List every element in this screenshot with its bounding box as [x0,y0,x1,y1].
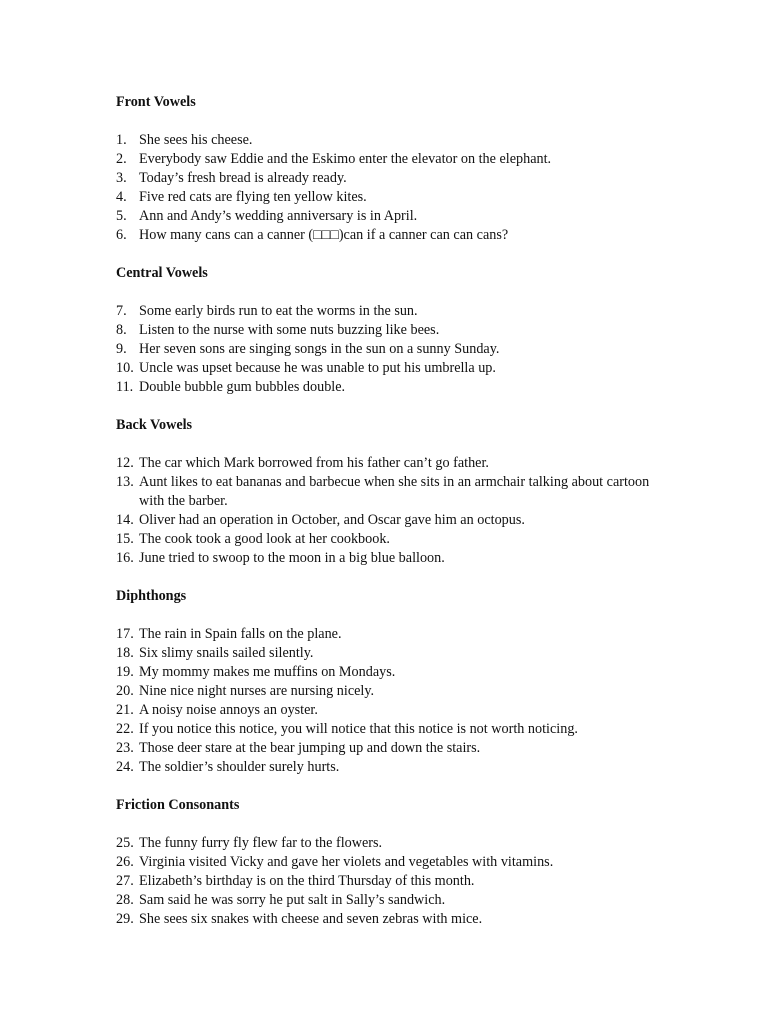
section-front-vowels [116,93,676,245]
list-item [116,207,676,226]
item-text: Ann and Andy’s wedding anniversary is in April. [139,208,418,224]
list-item [116,853,676,872]
item-text: The cook took a good look at her cookbook. [139,531,390,547]
list-item [116,549,676,568]
list-item [116,834,676,853]
list-item [116,150,676,169]
item-number: 3. [116,170,127,186]
item-number: 4. [116,189,127,205]
list-item [116,663,676,682]
item-text: She sees six snakes with cheese and seven zebras with mice. [139,911,483,927]
item-text: Oliver had an operation in October, and Oscar gave him an octopus. [139,512,525,528]
section-title: Central Vowels [116,265,208,281]
item-number: 1. [116,132,127,148]
item-text: Those deer stare at the bear jumping up and down the stairs. [139,740,481,756]
list-item [116,188,676,207]
item-number: 28. [116,892,134,908]
item-text: My mommy makes me muffins on Mondays. [139,664,396,680]
item-number: 20. [116,683,134,699]
item-number: 15. [116,531,134,547]
list-item [116,625,676,644]
item-number: 11. [116,379,134,395]
list-item [116,359,676,378]
item-number: 19. [116,664,134,680]
list-item [116,739,676,758]
section-back-vowels [116,416,676,568]
list-item [116,226,676,245]
section-title: Diphthongs [116,588,187,604]
section-title: Friction Consonants [116,797,240,813]
item-text: The rain in Spain falls on the plane. [139,626,342,642]
item-number: 25. [116,835,134,851]
list-item [116,701,676,720]
item-number: 24. [116,759,134,775]
item-text: Everybody saw Eddie and the Eskimo enter the elevator on the elephant. [139,151,552,167]
list-item [116,340,676,359]
document-body [116,93,676,948]
item-number: 9. [116,341,127,357]
item-number: 23. [116,740,134,756]
item-text: Today’s fresh bread is already ready. [139,170,347,186]
list-item [116,302,676,321]
list-item [116,644,676,663]
item-text: Aunt likes to eat bananas and barbecue when she sits in an armchair talking about cartoon with the barber. [139,474,650,509]
item-text: Uncle was upset because he was unable to put his umbrella up. [139,360,496,376]
sentence-list [116,131,676,245]
sentence-list [116,834,676,929]
list-item [116,872,676,891]
sentence-list [116,302,676,397]
item-text: Listen to the nurse with some nuts buzzing like bees. [139,322,440,338]
item-text: The funny furry fly flew far to the flowers. [139,835,383,851]
item-number: 10. [116,360,134,376]
item-number: 17. [116,626,134,642]
list-item [116,378,676,397]
item-text: Nine nice night nurses are nursing nicely. [139,683,375,699]
item-text: Some early birds run to eat the worms in the sun. [139,303,418,319]
item-text: Five red cats are flying ten yellow kites. [139,189,367,205]
list-item [116,454,676,473]
section-friction-consonants [116,796,676,929]
list-item [116,473,676,511]
list-item [116,131,676,150]
item-number: 29. [116,911,134,927]
item-text: A noisy noise annoys an oyster. [139,702,318,718]
list-item [116,530,676,549]
item-text: Sam said he was sorry he put salt in Sally’s sandwich. [139,892,446,908]
item-text: Virginia visited Vicky and gave her violets and vegetables with vitamins. [139,854,554,870]
item-number: 13. [116,474,134,490]
item-number: 5. [116,208,127,224]
list-item [116,169,676,188]
item-number: 6. [116,227,127,243]
item-text: How many cans can a canner (□□□)can if a canner can can cans? [139,227,509,243]
item-number: 27. [116,873,134,889]
item-text: If you notice this notice, you will notice that this notice is not worth noticing. [139,721,578,737]
item-text: The soldier’s shoulder surely hurts. [139,759,340,775]
list-item [116,891,676,910]
item-number: 16. [116,550,134,566]
section-title: Back Vowels [116,417,193,433]
list-item [116,758,676,777]
list-item [116,910,676,929]
item-text: June tried to swoop to the moon in a big blue balloon. [139,550,445,566]
item-number: 12. [116,455,134,471]
list-item [116,321,676,340]
list-item [116,511,676,530]
item-text: Six slimy snails sailed silently. [139,645,314,661]
item-number: 7. [116,303,127,319]
list-item [116,720,676,739]
section-central-vowels [116,264,676,397]
sentence-list [116,454,676,568]
item-number: 26. [116,854,134,870]
item-text: Double bubble gum bubbles double. [139,379,346,395]
item-number: 14. [116,512,134,528]
list-item [116,682,676,701]
item-text: She sees his cheese. [139,132,253,148]
item-text: Elizabeth’s birthday is on the third Thursday of this month. [139,873,475,889]
section-title: Front Vowels [116,94,196,110]
item-text: Her seven sons are singing songs in the sun on a sunny Sunday. [139,341,500,357]
item-number: 2. [116,151,127,167]
item-number: 8. [116,322,127,338]
item-number: 21. [116,702,134,718]
item-number: 22. [116,721,134,737]
item-text: The car which Mark borrowed from his father can’t go father. [139,455,489,471]
item-number: 18. [116,645,134,661]
section-diphthongs [116,587,676,777]
sentence-list [116,625,676,777]
